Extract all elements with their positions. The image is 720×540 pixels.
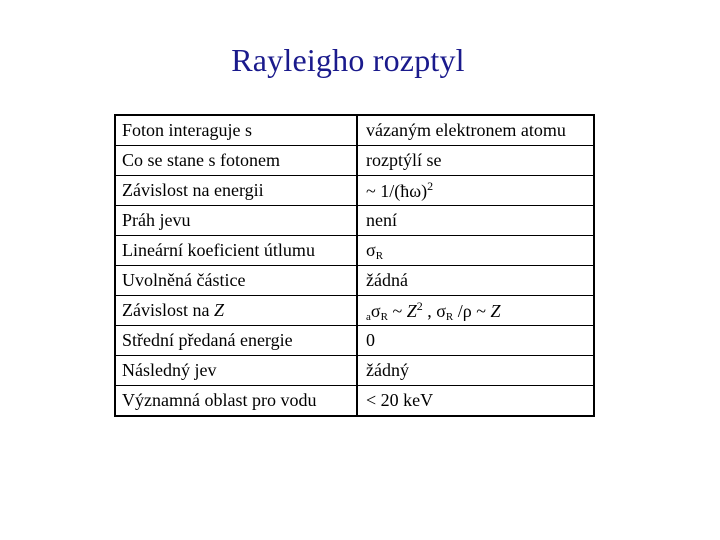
sigma-symbol: σ [370, 300, 381, 321]
table-row [115, 146, 594, 176]
subscript: R [375, 249, 384, 262]
row-value [357, 236, 594, 266]
table-row [115, 386, 594, 417]
row-value: žádný [357, 356, 594, 386]
sigma-symbol: σ [366, 239, 376, 260]
table-row [115, 356, 594, 386]
tilde-text: ~ [387, 300, 407, 321]
row-label: Uvolněná částice [115, 266, 357, 296]
label-text: Závislost na [122, 300, 214, 320]
row-value [357, 296, 594, 326]
subscript: R [445, 310, 454, 323]
row-value: 0 [357, 326, 594, 356]
table-row [115, 296, 594, 326]
table-row [115, 206, 594, 236]
z-variable: Z [490, 300, 501, 321]
properties-table [114, 114, 595, 417]
row-label: Závislost na energii [115, 176, 357, 206]
row-value [357, 176, 594, 206]
row-value: není [357, 206, 594, 236]
separator-text: , σ [422, 300, 446, 321]
table-row [115, 266, 594, 296]
table-row [115, 236, 594, 266]
row-value: vázaným elektronem atomu [366, 120, 566, 140]
exponent: 2 [416, 298, 423, 313]
ratio-text: /ρ ~ [453, 300, 491, 321]
row-label: Významná oblast pro vodu [115, 386, 357, 417]
z-variable: Z [214, 300, 225, 320]
table-row [115, 176, 594, 206]
row-label: Lineární koeficient útlumu [115, 236, 357, 266]
row-value: rozptýlí se [357, 146, 594, 176]
slide-title: Rayleigho rozptyl [231, 42, 465, 78]
energy-dependence-text: ~ 1/(ħω) [366, 181, 428, 201]
row-label [115, 296, 357, 326]
row-value: < 20 keV [357, 386, 594, 417]
pre-subscript: a [366, 310, 371, 323]
row-label: Co se stane s fotonem [115, 146, 357, 176]
z-variable: Z [406, 300, 417, 321]
row-label: Střední předaná energie [115, 326, 357, 356]
row-label: Práh jevu [115, 206, 357, 236]
table-row [115, 115, 594, 146]
row-value: žádná [357, 266, 594, 296]
exponent: 2 [427, 179, 434, 193]
row-label: Následný jev [115, 356, 357, 386]
subscript: R [380, 310, 388, 323]
row-label: Foton interaguje s [115, 115, 357, 146]
table-row [115, 326, 594, 356]
